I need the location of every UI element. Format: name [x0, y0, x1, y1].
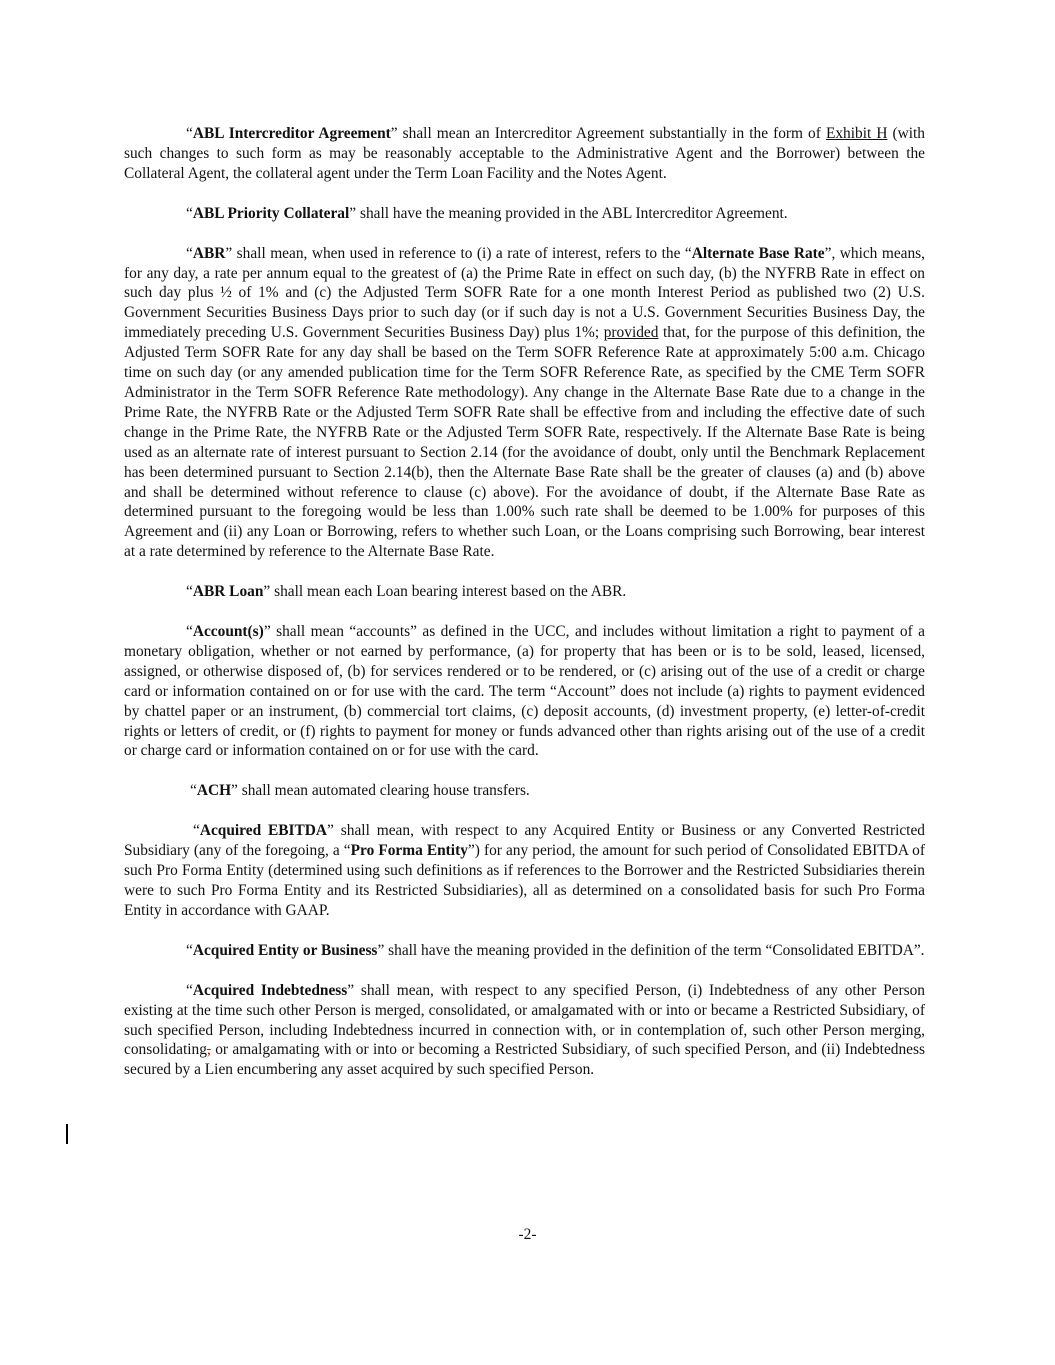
- close-quote: ”: [390, 125, 398, 142]
- defined-term: ABR Loan: [192, 583, 264, 601]
- open-quote: “: [186, 623, 193, 641]
- definition-text: shall mean, with respect to any Acquired Entity or Business or any Converted Restricted Subsidiary (any of the foregoing, a “: [124, 822, 925, 860]
- definition-text: shall mean “accounts” as defined in the UCC, and includes without limitation a right to payment of a monetary obligation, whether or not earned by performance, (a) for property that has been or is to be sold, leased, licensed, assigned, or otherwise disposed of, (b) for services rendered or to be rendered, or (c) arising out of the use of a credit or charge card or information contained on or for use with the card. The term “Account” does not include (a) rights to payment evidenced by chattel paper or an instrument, (b) commercial tort claims, (c) deposit accounts, (d) investment property, (e) letter-of-credit rights or letters of credit, or (f) rights to payment for money or funds advanced other than rights arising out of the use of a credit or charge card or information contained on or for use with the card.: [124, 623, 925, 760]
- open-quote: “: [193, 822, 200, 840]
- definition-text: shall have the meaning provided in the ABL Intercreditor Agreement.: [356, 204, 788, 222]
- close-quote: ”: [347, 981, 355, 999]
- definition-accounts: [124, 622, 925, 761]
- open-quote: “: [186, 244, 193, 262]
- defined-term-pro-forma-entity: Pro Forma Entity: [350, 842, 468, 860]
- close-quote: ”: [377, 941, 385, 959]
- definition-abr: [124, 244, 925, 563]
- defined-term: Acquired Indebtedness: [192, 981, 348, 999]
- close-quote: ”: [349, 204, 357, 222]
- definition-acquired-entity-or-business: [124, 941, 925, 961]
- definition-text: (with such changes to such form as may be reasonably acceptable to the Administrative Agent and the Borrower) between the Collateral Agent, the collateral agent under the Term Loan Facility and the Notes Agent.: [124, 125, 925, 182]
- defined-term: ABL Intercreditor Agreement: [192, 125, 391, 142]
- open-quote: “: [186, 583, 193, 601]
- revision-change-bar: [66, 1124, 68, 1144]
- defined-term: Acquired Entity or Business: [192, 941, 378, 959]
- definition-text: or amalgamating with or into or becoming a Restricted Subsidiary, of such specified Person, and (ii) Indebtedness secured by a Lien encumbering any asset acquired by such specified Person.: [124, 1041, 925, 1079]
- defined-term: ACH: [196, 782, 232, 800]
- close-quote: ”: [231, 782, 238, 800]
- open-quote: “: [186, 981, 193, 999]
- definition-abl-priority-collateral: [124, 204, 925, 224]
- close-quote: ”: [225, 244, 233, 262]
- defined-term: ABL Priority Collateral: [192, 204, 350, 222]
- definition-abr-loan: [124, 582, 925, 602]
- close-quote: ”: [263, 583, 271, 601]
- defined-term: Account(s): [192, 623, 264, 641]
- defined-term-alternate-base-rate: Alternate Base Rate: [691, 244, 825, 262]
- deleted-comma-redline: ,: [206, 1041, 211, 1059]
- definition-text: shall mean automated clearing house transfers.: [237, 782, 530, 800]
- definition-text: shall mean, with respect to any specified Person, (i) Indebtedness of any other Person existing at the time such other Person is merged, consolidated, or amalgamated with or into or became a Restricted Subsidiary, of such specified Person, including Indebtedness incurred in connection with, or in contemplation of, such other Person merging, consolidating: [124, 981, 925, 1059]
- open-quote: “: [190, 782, 197, 800]
- open-quote: “: [186, 941, 193, 959]
- definition-text: that, for the purpose of this definition, the Adjusted Term SOFR Rate for any day shall be based on the Term SOFR Reference Rate at approximately 5:00 a.m. Chicago time on such day (or any amended publication time for the Term SOFR Reference Rate, as specified by the CME Term SOFR Administrator in the Term SOFR Reference Rate methodology). Any change in the Alternate Base Rate due to a change in the Prime Rate, the NYFRB Rate or the Adjusted Term SOFR Rate shall be effective from and including the effective date of such change in the Prime Rate, the NYFRB Rate or the Adjusted Term SOFR Rate, respectively. If the Alternate Base Rate is being used as an alternate rate of interest pursuant to Section 2.14 (for the avoidance of doubt, only until the Benchmark Replacement has been determined pursuant to Section 2.14(b), then the Alternate Base Rate shall be the greater of clauses (a) and (b) above and shall be determined without reference to clause (c) above). For the avoidance of doubt, if the Alternate Base Rate as determined pursuant to the foregoing would be less than 1.00% such rate shall be deemed to be 1.00% for purposes of this Agreement and (ii) any Loan or Borrowing, refers to whether such Loan, or the Loans comprising such Borrowing, bear interest at a rate determined by reference to the Alternate Base Rate.: [124, 324, 926, 561]
- defined-term: Acquired EBITDA: [199, 822, 328, 840]
- close-quote: ”: [263, 623, 271, 641]
- definition-text: shall have the meaning provided in the definition of the term “Consolidated EBITDA”.: [384, 941, 925, 959]
- open-quote: “: [186, 204, 193, 222]
- definition-acquired-ebitda: [124, 821, 925, 921]
- exhibit-h-reference: Exhibit H: [825, 125, 888, 142]
- definition-text: shall mean each Loan bearing interest based on the ABR.: [270, 583, 627, 601]
- definition-ach: [124, 781, 925, 801]
- provided-keyword: provided: [603, 324, 659, 342]
- definition-abl-intercreditor-agreement: [124, 124, 925, 184]
- defined-term: ABR: [192, 244, 226, 262]
- definition-text: shall mean an Intercreditor Agreement substantially in the form of: [397, 125, 826, 142]
- open-quote: “: [186, 125, 193, 142]
- document-body: [124, 124, 925, 1080]
- definition-text: ”) for any period, the amount for such period of Consolidated EBITDA of such Pro Forma Entity (determined using such definitions as if references to the Borrower and the Restricted Subsidiaries therein were to such Pro Forma Entity and its Restricted Subsidiaries), all as determined on a consolidated basis for such Pro Forma Entity in accordance with GAAP.: [124, 842, 925, 919]
- definition-text: ”, which means, for any day, a rate per annum equal to the greatest of (a) the Prime Rate in effect on such day, (b) the NYFRB Rate in effect on such day plus ½ of 1% and (c) the Adjusted Term SOFR Rate for a one month Interest Period as published two (2) U.S. Government Securities Business Days prior to such day (or if such day is not a U.S. Government Securities Business Day, the immediately preceding U.S. Government Securities Business Day) plus 1%;: [124, 244, 926, 342]
- page-number: -2-: [518, 1226, 537, 1243]
- close-quote: ”: [327, 822, 334, 840]
- definition-acquired-indebtedness: [124, 981, 925, 1081]
- definition-text: shall mean, when used in reference to (i) a rate of interest, refers to the “: [232, 244, 692, 262]
